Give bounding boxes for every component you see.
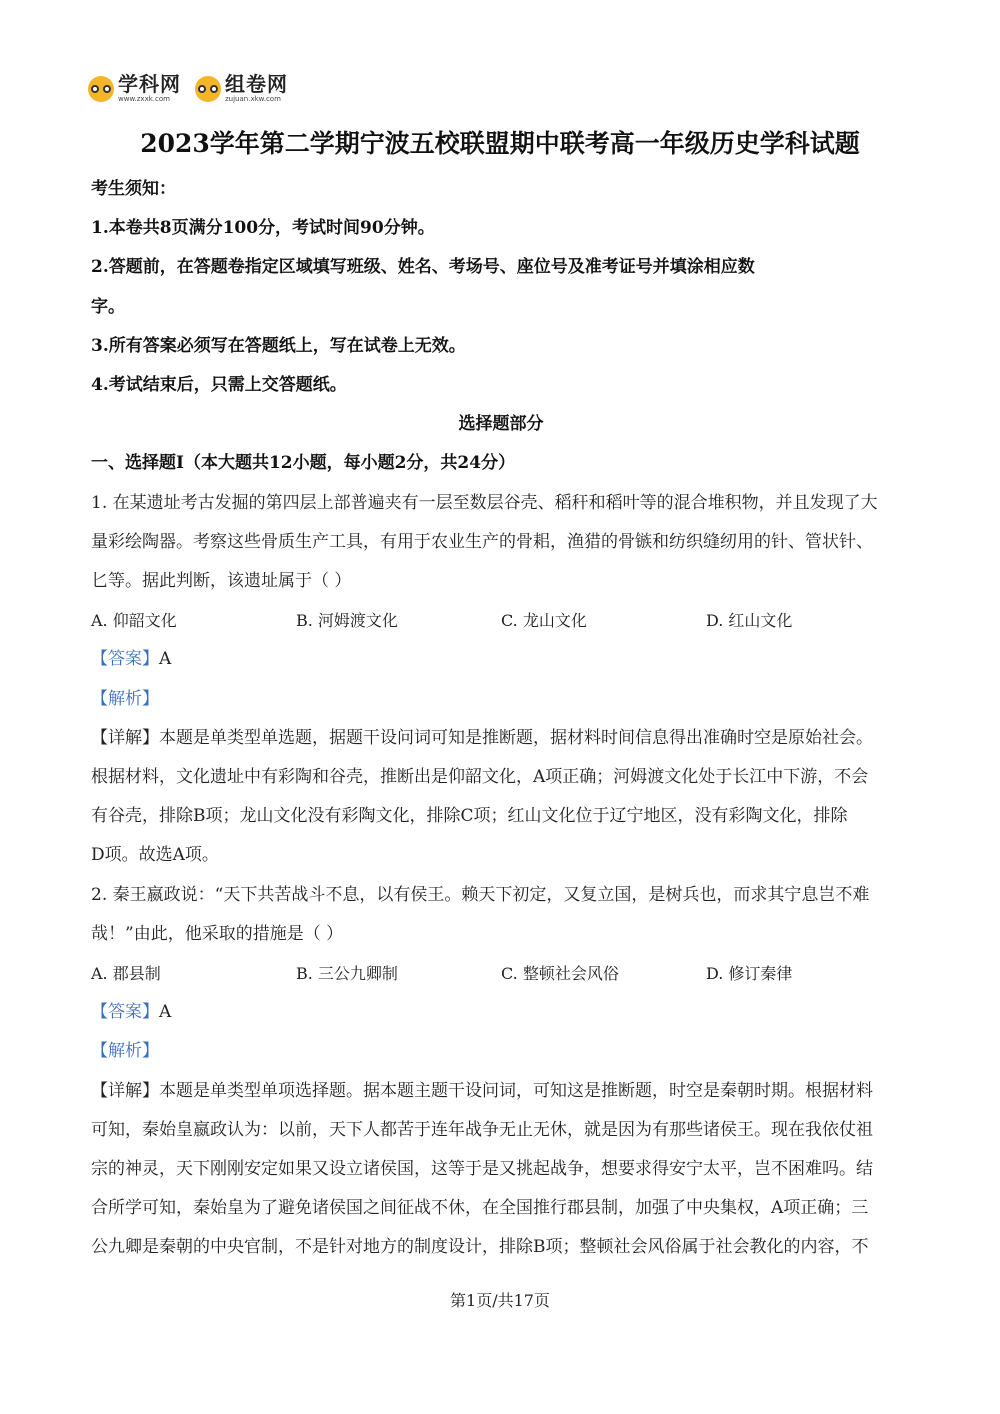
notice-item: 3.所有答案必须写在答题纸上，写在试卷上无效。 bbox=[91, 335, 466, 356]
header-logos bbox=[88, 74, 288, 103]
question-text: 1. 在某遗址考古发掘的第四层上部普遍夹有一层至数层谷壳、稻秆和稻叶等的混合堆积物，并且发现了大 bbox=[91, 492, 878, 513]
answer-tag: 【答案】 bbox=[91, 1002, 159, 1023]
answer-value: A bbox=[159, 1002, 172, 1023]
option-c: C. 整顿社会风俗 bbox=[501, 964, 619, 984]
detail-text: 根据材料，文化遗址中有彩陶和谷壳，推断出是仰韶文化，A项正确；河姆渡文化处于长江中下游，不会 bbox=[91, 767, 869, 788]
detail-text: 本题是单类型单项选择题。据本题主题干设问词，可知这是推断题，时空是秦朝时期。根据材料 bbox=[159, 1080, 873, 1101]
owl-face-icon bbox=[195, 76, 221, 102]
detail-line bbox=[91, 719, 911, 758]
owl-face-icon bbox=[88, 76, 114, 102]
detail-text: 有谷壳，排除B项；龙山文化没有彩陶文化，排除C项；红山文化位于辽宁地区，没有彩陶文化，排除 bbox=[91, 806, 848, 827]
detail-text: 宗的神灵，天下刚刚安定如果又设立诸侯国，这等于是又挑起战争，想要求得安宁太平，岂不困难吗。结 bbox=[91, 1159, 873, 1180]
logo-xuekewang[interactable] bbox=[88, 74, 181, 103]
question-text: 2. 秦王嬴政说：“天下共苦战斗不息，以有侯王。赖天下初定，又复立国，是树兵也，而求其宁息岂不难 bbox=[91, 884, 870, 905]
detail-text: 合所学可知，秦始皇为了避免诸侯国之间征战不休，在全国推行郡县制，加强了中央集权，A项正确；三 bbox=[91, 1198, 869, 1219]
option-c: C. 龙山文化 bbox=[501, 611, 587, 631]
options-row bbox=[91, 954, 911, 993]
detail-line bbox=[91, 1072, 911, 1111]
answer-line bbox=[91, 993, 911, 1032]
notice-item: 字。 bbox=[91, 296, 125, 317]
notice-item: 2.答题前，在答题卷指定区域填写班级、姓名、考场号、座位号及准考证号并填涂相应数 bbox=[91, 257, 755, 278]
option-b: B. 河姆渡文化 bbox=[296, 611, 398, 631]
logo-zujuanwang[interactable] bbox=[195, 74, 288, 103]
option-a: A. 仰韶文化 bbox=[91, 611, 177, 631]
answer-line bbox=[91, 640, 911, 679]
logo-url: www.zxxk.com bbox=[118, 95, 170, 103]
detail-tag: 【详解】 bbox=[91, 727, 159, 748]
answer-value: A bbox=[159, 649, 172, 670]
part-title: 一、选择题Ⅰ（本大题共12小题，每小题2分，共24分） bbox=[91, 453, 516, 474]
question-2 bbox=[91, 876, 911, 1268]
detail-text: 可知，秦始皇嬴政认为：以前，天下人都苦于连年战争无止无休，就是因为有那些诸侯王。现在我依仗祖 bbox=[91, 1119, 873, 1140]
detail-tag: 【详解】 bbox=[91, 1080, 159, 1101]
analysis-tag: 【解析】 bbox=[91, 688, 159, 709]
option-d: D. 红山文化 bbox=[706, 611, 793, 631]
notice-item: 4.考试结束后，只需上交答题纸。 bbox=[91, 375, 347, 396]
analysis-tag: 【解析】 bbox=[91, 1041, 159, 1062]
logo-url: zujuan.xkw.com bbox=[225, 95, 281, 103]
notice-item: 1.本卷共8页满分100分，考试时间90分钟。 bbox=[91, 218, 435, 239]
logo-name: 组卷网 bbox=[225, 72, 288, 96]
logo-name: 学科网 bbox=[118, 72, 181, 96]
option-a: A. 郡县制 bbox=[91, 964, 161, 984]
section-title: 选择题部分 bbox=[458, 414, 544, 435]
option-b: B. 三公九卿制 bbox=[296, 964, 398, 984]
detail-text: 公九卿是秦朝的中央官制，不是针对地方的制度设计，排除B项；整顿社会风俗属于社会教化的内容，不 bbox=[91, 1237, 869, 1258]
exam-title: 2023学年第二学期宁波五校联盟期中联考高一年级历史学科试题 bbox=[140, 129, 860, 158]
question-text: 哉！”由此，他采取的措施是（ ） bbox=[91, 923, 344, 944]
question-1 bbox=[91, 484, 911, 876]
question-text: 量彩绘陶器。考察这些骨质生产工具，有用于农业生产的骨耜，渔猎的骨镞和纺织缝纫用的针、管状针、 bbox=[91, 531, 873, 552]
detail-text: 本题是单类型单选题，据题干设问词可知是推断题，据材料时间信息得出准确时空是原始社会。 bbox=[159, 727, 873, 748]
detail-text: D项。故选A项。 bbox=[91, 845, 219, 866]
notice-heading: 考生须知： bbox=[91, 179, 176, 199]
option-d: D. 修订秦律 bbox=[706, 964, 793, 984]
options-row bbox=[91, 601, 911, 640]
exam-content bbox=[91, 170, 911, 1268]
page-footer: 第1页/共17页 bbox=[450, 1291, 550, 1310]
question-text: 匕等。据此判断，该遗址属于（ ） bbox=[91, 571, 352, 592]
answer-tag: 【答案】 bbox=[91, 649, 159, 670]
